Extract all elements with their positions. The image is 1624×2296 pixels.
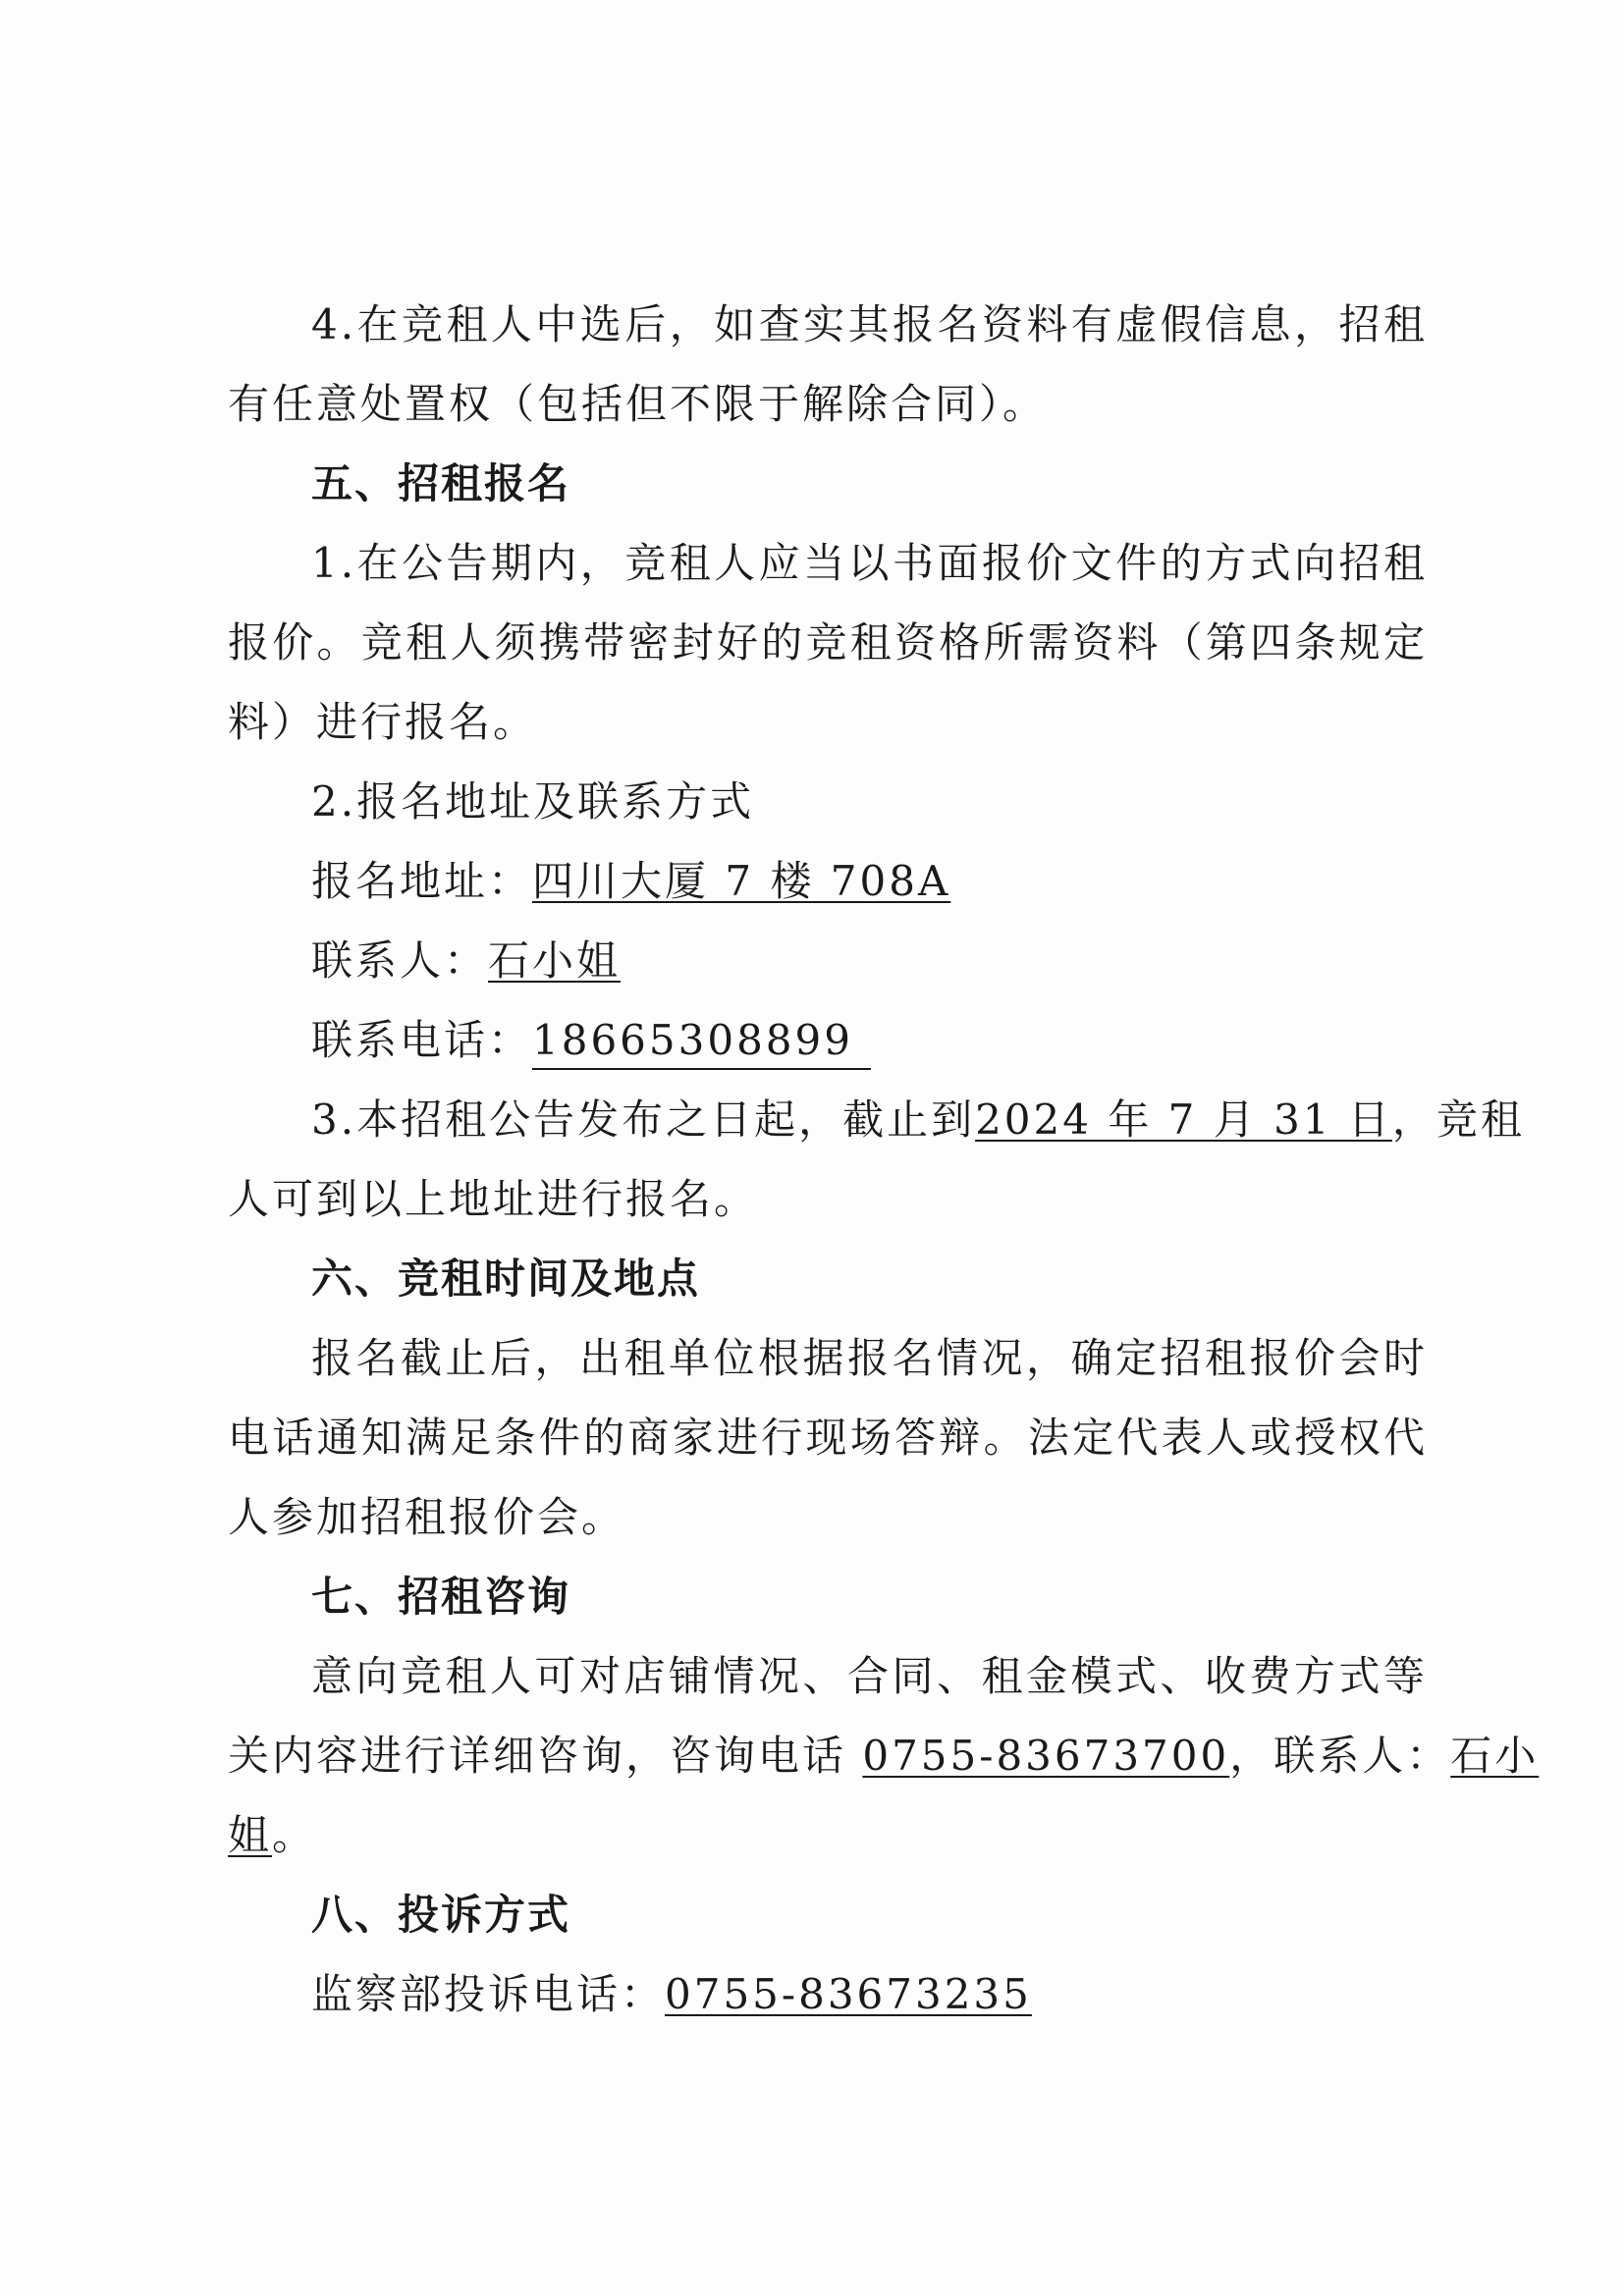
s5-item1-line3: [228, 682, 1428, 762]
s5-item2-text: 2.报名地址及联系方式: [311, 777, 755, 826]
s7-text-3-post: 。: [272, 1811, 317, 1859]
s5-item2: [228, 762, 1428, 841]
s7-line1: [228, 1636, 1428, 1716]
complaint-phone: 0755-83673235: [665, 1970, 1032, 2018]
item4-text-2: 有任意处置权（包括但不限于解除合同）。: [228, 380, 1048, 428]
address-value: 四川大厦 7 楼 708A: [532, 857, 951, 905]
s6-text-3: 人参加招租报价会。: [228, 1493, 626, 1541]
address-label: 报名地址：: [311, 857, 533, 905]
s5-item1-text-1: 1.在公告期内，竞租人应当以书面报价文件的方式向招租: [311, 539, 1428, 587]
s5-item3-post: ，竞租: [1391, 1095, 1525, 1144]
consult-contact-part2: 姐: [228, 1811, 273, 1859]
heading-7-text: 七、招租咨询: [311, 1573, 571, 1621]
s5-item1-line2: [228, 603, 1428, 682]
consult-phone: 0755-83673700: [862, 1732, 1230, 1780]
s7-text-2-mid: ，联系人：: [1229, 1732, 1451, 1780]
document-body: [228, 285, 1540, 2034]
contact-row: [228, 921, 1428, 1000]
s5-item1-line1: [228, 523, 1428, 603]
complaint-label: 监察部投诉电话：: [311, 1970, 666, 2018]
s5-item3-pre: 3.本招租公告发布之日起，截止到: [311, 1095, 976, 1144]
s5-item1-text-2: 报价。竞租人须携带密封好的竞租资格所需资料（第四条规定: [228, 618, 1428, 667]
complaint-row: [228, 1954, 1428, 2034]
heading-section-5: [228, 444, 1428, 523]
s6-text-2: 电话通知满足条件的商家进行现场答辩。法定代表人或授权代: [228, 1414, 1428, 1462]
phone-value: 18665308899: [532, 1013, 871, 1070]
item4-text-1: 4.在竞租人中选后，如查实其报名资料有虚假信息，招租: [311, 300, 1428, 348]
s5-item3-text-2: 人可到以上地址进行报名。: [228, 1175, 759, 1223]
phone-label: 联系电话：: [311, 1016, 533, 1064]
consult-contact-part1: 石小: [1450, 1732, 1540, 1780]
heading-8-text: 八、投诉方式: [311, 1891, 571, 1939]
s7-line3: [228, 1795, 1428, 1875]
s7-text-2-pre: 关内容进行详细咨询，咨询电话: [228, 1732, 863, 1780]
heading-section-6: [228, 1239, 1428, 1318]
s7-line2: [228, 1716, 1540, 1795]
s6-line3: [228, 1477, 1428, 1557]
phone-row: [228, 1000, 1428, 1080]
item4-line1: [228, 285, 1428, 364]
item4-line2: [228, 364, 1428, 444]
heading-6-text: 六、竞租时间及地点: [311, 1255, 701, 1303]
s5-item1-text-3: 料）进行报名。: [228, 698, 538, 746]
s6-text-1: 报名截止后，出租单位根据报名情况，确定招租报价会时: [311, 1334, 1428, 1382]
contact-label: 联系人：: [311, 936, 489, 985]
s5-item3-line2: [228, 1159, 1428, 1239]
s7-text-1: 意向竞租人可对店铺情况、合同、租金模式、收费方式等: [311, 1652, 1428, 1700]
heading-section-7: [228, 1557, 1428, 1636]
heading-5-text: 五、招租报名: [311, 459, 571, 507]
contact-value: 石小姐: [488, 936, 622, 985]
s6-line1: [228, 1318, 1428, 1398]
s5-item3-line1: [228, 1080, 1525, 1159]
address-row: [228, 841, 1428, 921]
s6-line2: [228, 1398, 1428, 1477]
heading-section-8: [228, 1875, 1428, 1954]
deadline-date: 2024 年 7 月 31 日: [975, 1095, 1392, 1144]
